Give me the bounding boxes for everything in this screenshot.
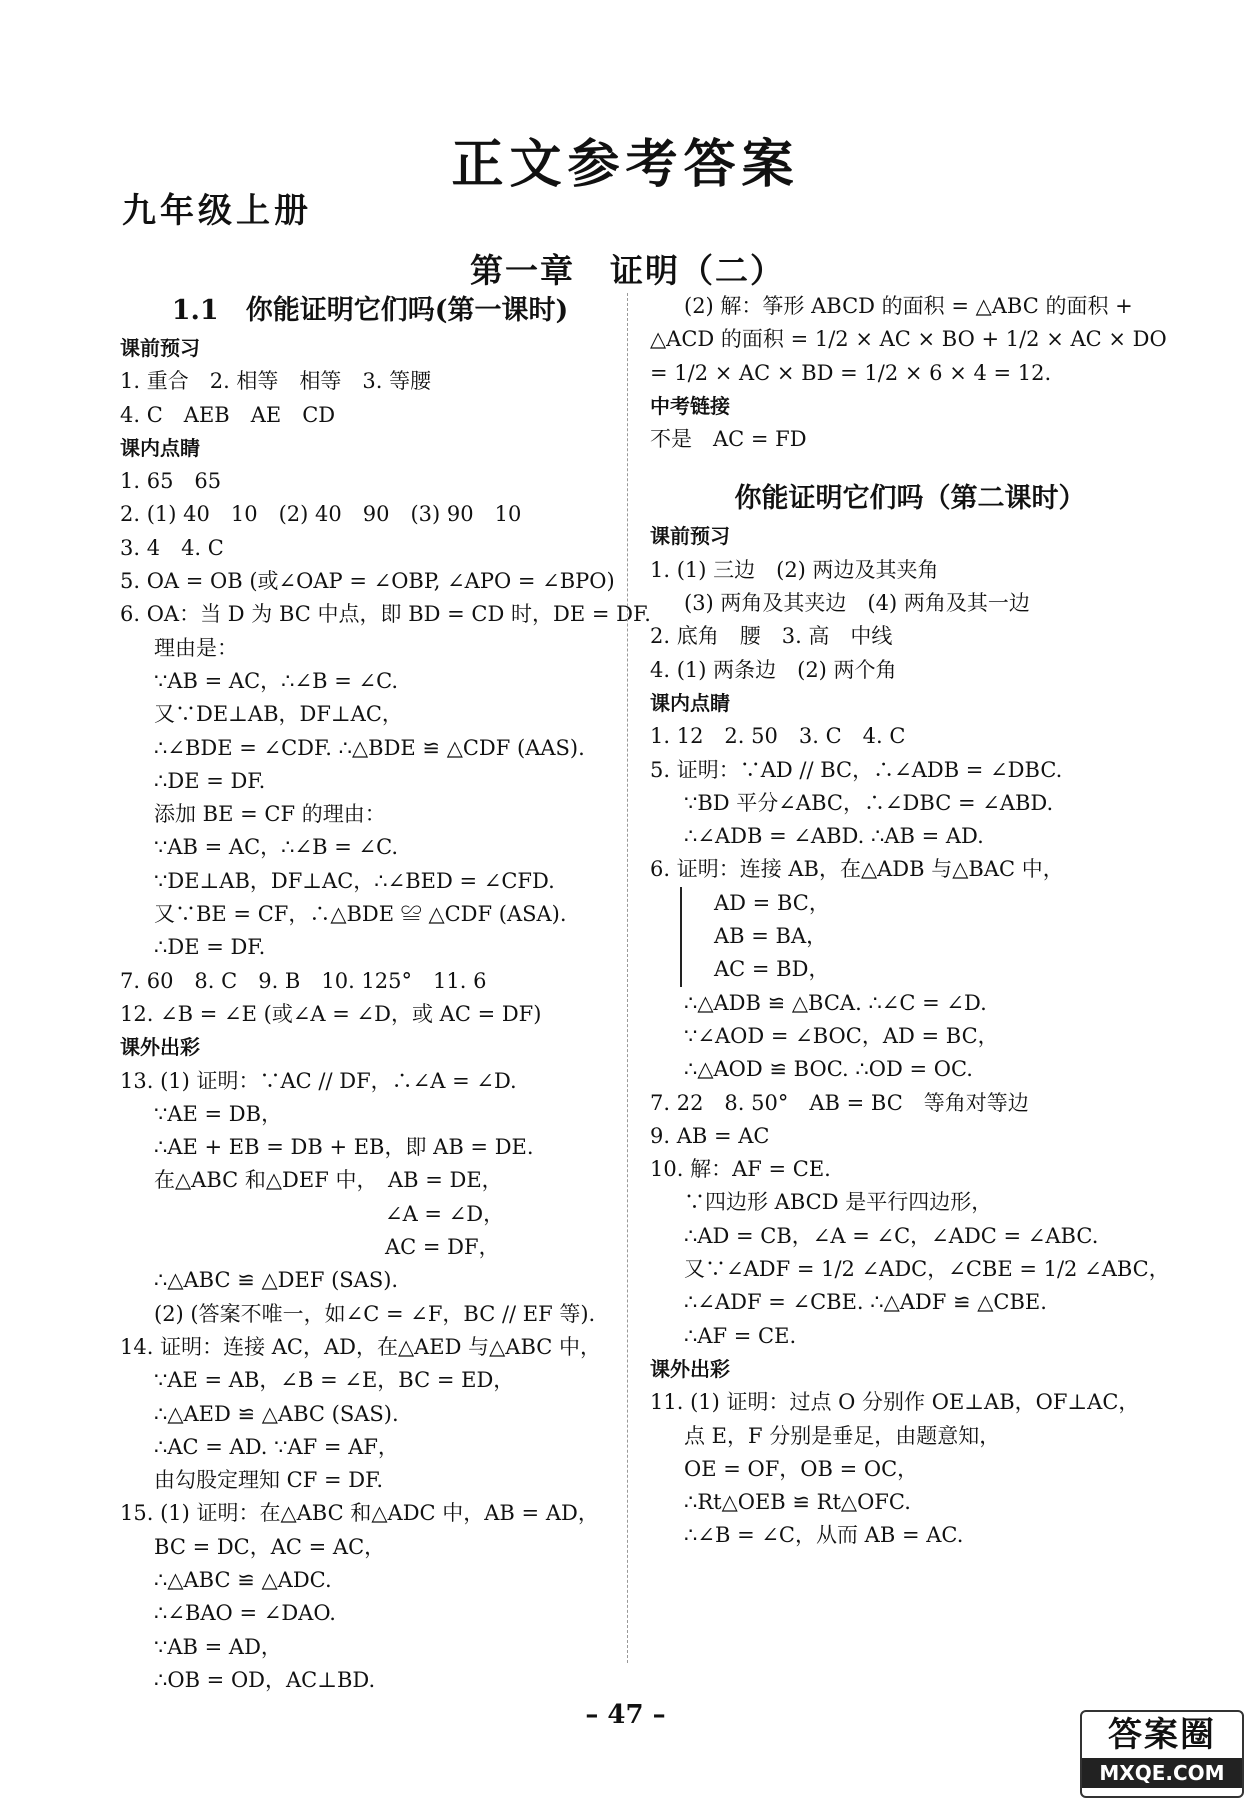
answer-line: ∴AF = CE. [684,1323,797,1348]
answer-line: 5. 证明：∵AD // BC，∴∠ADB = ∠DBC. [650,757,1063,782]
answer-line: ∵AE = AB，∠B = ∠E，BC = ED， [154,1368,515,1393]
answer-line: 11. (1) 证明：过点 O 分别作 OE⊥AB，OF⊥AC， [650,1390,1140,1415]
subsection-heading: 课外出彩 [650,1356,730,1381]
answer-line: ∴DE = DF. [154,768,266,793]
brace-condition-line: AC = BD， [680,953,1170,986]
answer-line: 7. 60 8. C 9. B 10. 125° 11. 6 [120,968,487,993]
answer-line: 由勾股定理知 CF = DF. [154,1468,384,1493]
answer-line: 又∵∠ADF = 1/2 ∠ADC，∠CBE = 1/2 ∠ABC， [684,1257,1170,1282]
answer-line: ∴OB = OD，AC⊥BD. [154,1667,376,1692]
answer-line: ∴Rt△OEB ≌ Rt△OFC. [684,1490,911,1515]
answer-line: ∠A = ∠D， [154,1201,505,1226]
answer-line: ∴∠BAO = ∠DAO. [154,1601,336,1626]
answer-line: 点 E，F 分别是垂足，由题意知， [684,1423,1001,1448]
answer-line: ∴AE + EB = DB + EB，即 AB = DE. [154,1135,534,1160]
answer-line: 又∵DE⊥AB，DF⊥AC， [154,702,403,727]
answer-line: 12. ∠B = ∠E (或∠A = ∠D，或 AC = DF) [120,1001,542,1026]
subsection-heading: 课内点睛 [650,690,730,715]
answer-line: (3) 两角及其夹边 (4) 两角及其一边 [684,591,1030,616]
answer-line: 理由是： [154,635,238,660]
answer-line: 1. 65 65 [120,469,222,494]
answer-line: OE = OF，OB = OC， [684,1456,919,1481]
grade-title: 九年级上册 [122,191,312,231]
answer-line: ∴∠ADF = ∠CBE. ∴△ADF ≌ △CBE. [684,1290,1047,1315]
watermark-bottom: MXQE.COM [1082,1758,1242,1788]
answer-line: ∴△ADB ≌ △BCA. ∴∠C = ∠D. [684,990,987,1015]
answer-line: 1. 12 2. 50 3. C 4. C [650,724,906,749]
subsection-heading: 课内点睛 [120,435,200,460]
answer-line: 2. (1) 40 10 (2) 40 90 (3) 90 10 [120,502,522,527]
answer-line: 14. 证明：连接 AC，AD，在△AED 与△ABC 中， [120,1334,602,1359]
answer-line: (2) 解：筝形 ABCD 的面积 = △ABC 的面积 + [684,294,1133,318]
answer-line: ∵DE⊥AB，DF⊥AC，∴∠BED = ∠CFD. [154,868,555,893]
answer-line: ∵AB = AC，∴∠B = ∠C. [154,668,399,693]
answer-line: ∴DE = DF. [154,935,266,960]
left-column [120,290,651,1697]
answer-line: 1. (1) 三边 (2) 两边及其夹角 [650,557,939,582]
subsection-heading: 中考链接 [650,393,730,418]
answer-line: ∵AB = AD， [154,1634,282,1659]
answer-line: ∴△AED ≌ △ABC (SAS). [154,1401,399,1426]
answer-line: 6. 证明：连接 AB，在△ADB 与△BAC 中， [650,857,1064,882]
answer-line: AC = DF， [154,1235,500,1260]
subsection-heading: 课外出彩 [120,1035,200,1060]
answer-line: 添加 BE = CF 的理由： [154,802,386,827]
answer-line: ∵BD 平分∠ABC，∴∠DBC = ∠ABD. [684,790,1054,815]
answer-line: 6. OA：当 D 为 BC 中点，即 BD = CD 时，DE = DF. [120,602,651,627]
answer-line: ∴△ABC ≌ △DEF (SAS). [154,1268,399,1293]
answer-line: △ACD 的面积 = 1/2 × AC × BO + 1/2 × AC × DO [650,327,1167,352]
answer-line: ∴AC = AD. ∵AF = AF， [154,1434,399,1459]
answer-line: (2) (答案不唯一，如∠C = ∠F，BC // EF 等). [154,1301,596,1326]
answer-line: 不是 AC = FD [650,427,807,452]
answer-line: 9. AB = AC [650,1123,770,1148]
right-column [650,290,1170,1553]
brace-condition-line: AB = BA， [680,920,1170,953]
answer-line: 2. 底角 腰 3. 高 中线 [650,624,893,649]
answer-line: ∵AE = DB， [154,1101,283,1126]
answer-line: ∵AB = AC，∴∠B = ∠C. [154,835,399,860]
column-divider [627,293,628,1663]
subsection-heading: 课前预习 [120,336,200,360]
answer-line: BC = DC，AC = AC， [154,1534,386,1559]
answer-line: ∴△AOD ≌ BOC. ∴OD = OC. [684,1057,973,1082]
answer-line: 在△ABC 和△DEF 中， AB = DE， [154,1168,503,1193]
answer-line: 4. C AEB AE CD [120,402,336,427]
answer-line: = 1/2 × AC × BD = 1/2 × 6 × 4 = 12. [650,360,1052,385]
watermark-logo [1080,1710,1244,1798]
answer-line: 3. 4 4. C [120,535,224,560]
spacer [650,456,1170,478]
page-number: – 47 – [585,1700,666,1730]
answer-line: 10. 解：AF = CE. [650,1157,831,1182]
answer-line: 1. 重合 2. 相等 相等 3. 等腰 [120,369,432,394]
answer-line: ∴∠B = ∠C，从而 AB = AC. [684,1523,964,1548]
answer-line: 13. (1) 证明：∵AC // DF，∴∠A = ∠D. [120,1068,517,1093]
answer-line: ∴∠BDE = ∠CDF. ∴△BDE ≌ △CDF (AAS). [154,735,585,760]
answer-line: ∴△ABC ≌ △ADC. [154,1567,332,1592]
answer-line: ∴∠ADB = ∠ABD. ∴AB = AD. [684,824,984,849]
chapter-title: 第一章 证明（二） [470,251,785,290]
answer-line: 5. OA = OB (或∠OAP = ∠OBP, ∠APO = ∠BPO) [120,569,615,594]
answer-line: ∴AD = CB，∠A = ∠C，∠ADC = ∠ABC. [684,1223,1099,1248]
answer-line: 15. (1) 证明：在△ABC 和△ADC 中，AB = AD， [120,1501,599,1526]
answer-line: ∵∠AOD = ∠BOC，AD = BC， [684,1023,999,1048]
answer-line: 7. 22 8. 50° AB = BC 等角对等边 [650,1090,1029,1115]
answer-line: 4. (1) 两条边 (2) 两个角 [650,657,897,682]
answer-line: ∵四边形 ABCD 是平行四边形， [684,1190,993,1215]
subsection-heading: 课前预习 [650,524,730,549]
brace-condition-line: AD = BC， [680,887,1170,920]
answer-line: 又∵BE = CF，∴△BDE ≌ △CDF (ASA). [154,902,567,927]
section-title: 1.1 你能证明它们吗(第一课时) [171,295,569,326]
watermark-top: 答案圈 [1108,1715,1216,1755]
section-title: 你能证明它们吗（第二课时） [734,483,1086,515]
page-title: 正文参考答案 [451,134,800,195]
